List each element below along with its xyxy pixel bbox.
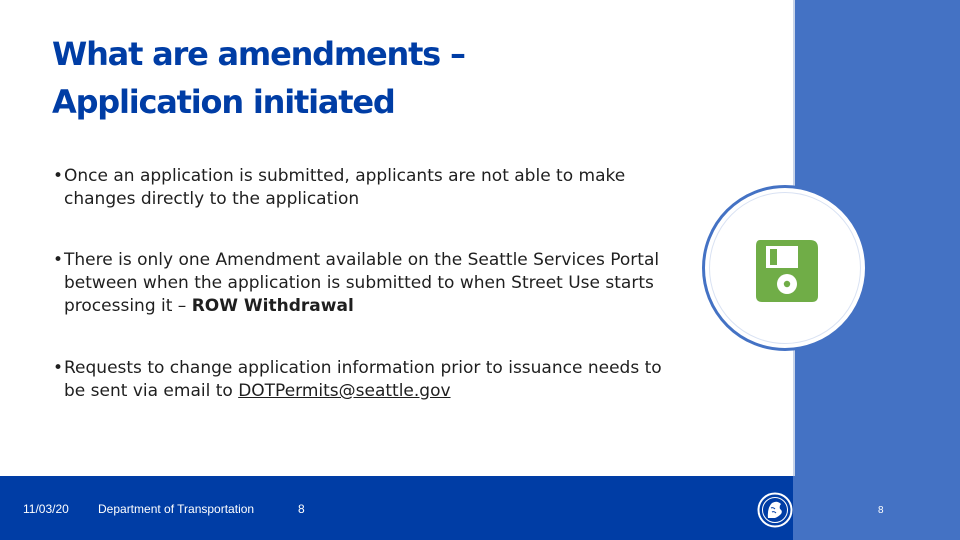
title-line-1: What are amendments – bbox=[52, 35, 465, 73]
footer-department: Department of Transportation bbox=[98, 502, 255, 516]
bullet-dot: • bbox=[53, 250, 64, 270]
bullet-item bbox=[48, 249, 688, 318]
page-number: 8 bbox=[878, 505, 884, 516]
footer-date: 11/03/20 bbox=[23, 502, 69, 516]
slide-title bbox=[52, 30, 752, 126]
bullet-text: Requests to change application information prior to issuance needs to be sent via email to bbox=[64, 358, 662, 401]
bullet-dot: • bbox=[53, 166, 64, 186]
icon-circle bbox=[702, 185, 868, 351]
bullet-item bbox=[48, 357, 688, 403]
bullet-dot: • bbox=[53, 358, 64, 378]
bullet-text: There is only one Amendment available on the Seattle Services Portal between when the application is submitted to when Street Use starts processing it – bbox=[64, 250, 660, 316]
title-line-2: Application initiated bbox=[52, 83, 395, 121]
footer-slide-number: 8 bbox=[298, 502, 305, 516]
bullet-item bbox=[48, 165, 688, 211]
floppy-disk-icon bbox=[754, 238, 820, 304]
bullet-text: Once an application is submitted, applicants are not able to make changes directly to the application bbox=[64, 166, 626, 209]
bullet-bold-text: ROW Withdrawal bbox=[191, 296, 354, 316]
seattle-seal-icon bbox=[757, 492, 793, 528]
email-link[interactable]: DOTPermits@seattle.gov bbox=[238, 381, 451, 401]
